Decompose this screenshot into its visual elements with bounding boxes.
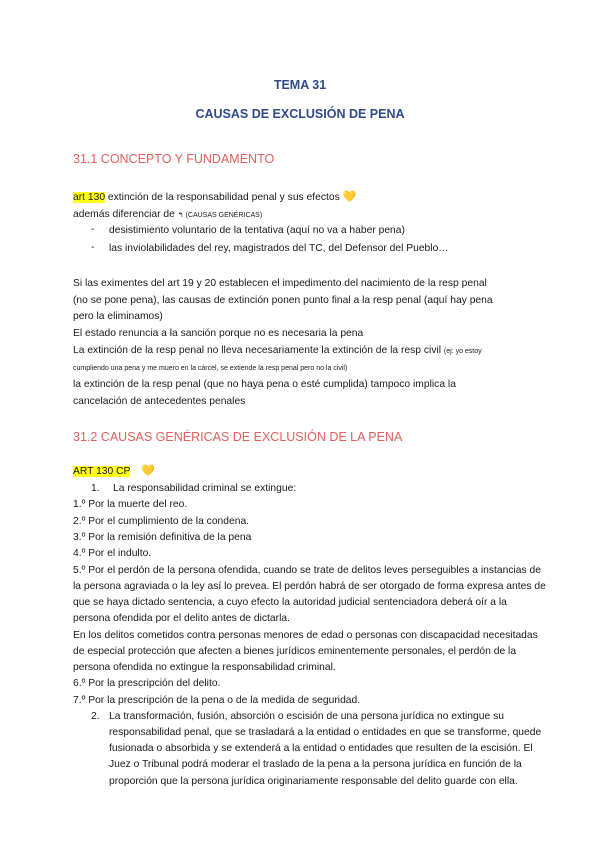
ademas-text: además diferenciar de [73, 209, 178, 220]
bullet-item: desistimiento voluntario de la tentativa (aquí no va a haber pena) [109, 225, 405, 236]
paragraph-line: cancelación de antecedentes penales [73, 396, 246, 407]
page-title: TEMA 31 [273, 78, 327, 92]
art130cp-line [73, 465, 155, 478]
causas-genericas-note: ↰ (CAUSAS GENÉRICAS) [177, 212, 263, 219]
list-item: 3.º Por la remisión definitiva de la pena [73, 532, 252, 543]
list-item: 6.º Por la prescripción del delito. [73, 678, 221, 689]
list-item: 4.º Por el indulto. [73, 548, 152, 559]
list-item: de especial protección que afecten a bienes jurídicos eminentemente personales, el perdón de la [73, 646, 517, 657]
paragraph-line: (no se pone pena), las causas de extinción ponen punto final a la resp penal (aquí hay pena [73, 295, 493, 306]
list-item: responsabilidad penal, que se trasladará a la entidad o entidades en que se transforme, quede [109, 727, 542, 738]
list-item: La transformación, fusión, absorción o escisión de una persona jurídica no extingue su [109, 711, 504, 722]
list-item: la persona agraviada o la ley así lo prevea. El perdón habrá de ser otorgado de forma expresa antes de [73, 581, 546, 592]
paragraph-line: pero la eliminamos) [73, 311, 163, 322]
heart-icon: 💛 [342, 191, 357, 203]
bullet-item: las inviolabilidades del rey, magistrados del TC, del Defensor del Pueblo… [109, 243, 449, 254]
section1-heading: 31.1 CONCEPTO Y FUNDAMENTO [73, 152, 275, 166]
list-item: fusionada o absorbida y se extenderá a la entidad o entidades que resulten de la escisión. El [109, 743, 533, 754]
ademas-line [73, 208, 262, 222]
paragraph-line: El estado renuncia a la sanción porque no es necesaria la pena [73, 328, 364, 339]
paragraph-line: Si las eximentes del art 19 y 20 establecen el impedimento del nacimiento de la resp penal [73, 278, 487, 289]
paragraph-line: la extinción de la resp penal (que no haya pena o esté cumplida) tampoco implica la [73, 379, 456, 390]
list-item: 7.º Por la prescripción de la pena o de la medida de seguridad. [73, 695, 361, 706]
heart-icon: 💛 [141, 465, 155, 477]
list-item: Juez o Tribunal podrá moderar el traslado de la pena a la persona jurídica en función de la [109, 759, 522, 770]
example-note: (ej: yo estoy [443, 348, 482, 355]
list-item: persona ofendida por el delito antes de dictarla. [73, 613, 290, 624]
list-item: persona ofendida no extingue la responsabilidad criminal. [73, 662, 336, 673]
art-description: extinción de la responsabilidad penal y sus efectos [105, 192, 343, 203]
section2-heading: 31.2 CAUSAS GENÉRICAS DE EXCLUSIÓN DE LA PENA [73, 430, 403, 444]
list-item: que se haya dictado sentencia, a cuyo efecto la autoridad judicial sentenciadora deberá oír a la [73, 597, 507, 608]
list-item: La responsabilidad criminal se extingue: [113, 483, 297, 494]
list-number: 1. [91, 483, 100, 494]
paragraph-line [73, 344, 482, 358]
page-subtitle: CAUSAS DE EXCLUSIÓN DE PENA [195, 107, 405, 121]
list-item: 5.º Por el perdón de la persona ofendida, cuando se trate de delitos leves perseguibles a instancias de [73, 565, 542, 576]
art-reference: ART 130 CP [73, 466, 131, 477]
list-item: 2.º Por el cumplimiento de la condena. [73, 516, 250, 527]
art130-line [73, 191, 356, 204]
list-item: proporción que la persona jurídica originariamente responsable del delito guarde con ella. [109, 776, 518, 787]
list-item: 1.º Por la muerte del reo. [73, 499, 188, 510]
list-number: 2. [91, 711, 100, 722]
bullet-dash: - [91, 224, 95, 235]
civil-extinction-text: La extinción de la resp penal no lleva necesariamente la extinción de la resp civil [73, 345, 444, 356]
bullet-dash: - [91, 242, 95, 253]
art-reference: art 130 [73, 192, 106, 203]
list-item: En los delitos cometidos contra personas menores de edad o personas con discapacidad necesitadas [73, 630, 538, 641]
example-note-line: cumpliendo una pena y me muero en la cárcel, se extiende la resp penal pero no la civil) [73, 365, 348, 372]
